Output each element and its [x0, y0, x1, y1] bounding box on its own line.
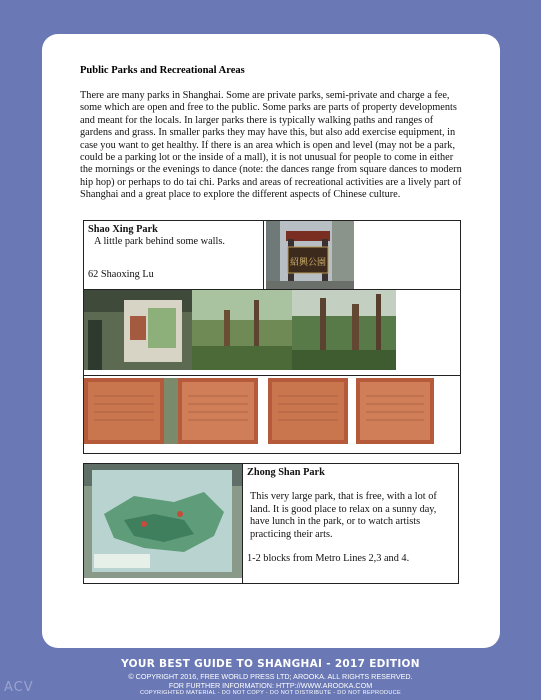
intro-paragraph: There are many parks in Shanghai. Some are private parks, semi-private and charge a fee, some which are open and free to the public. Some parks are parts of property developments and meant for the locals. In larger parks there is typically walking paths and ranges of gardens and grass. In smaller parks they may have this, but also add exercise equipment, in case you want to get healthy. If there is an area which is open and level (may not be a park, could be a parking lot or the inside of a mall), it is not unusual for people to come in either the mornings or the evenings to dance (note: the dances range from square dances to modern hip hop) or perhaps to do tai chi. Parks and areas of recreational activities are a lively part of Shanghai and a great place to explore the different aspects of Chinese culture. — [80, 90, 462, 201]
footer-info: FOR FURTHER INFORMATION: HTTP://WWW.AROOKA.COM — [168, 681, 373, 690]
shao-xing-photo-row — [84, 290, 461, 376]
zhong-shan-park-description: This very large park, that is free, with a lot of land. It is good place to relax on a sunny day, have lunch in the park, or to watch artists practicing their arts. — [250, 491, 437, 540]
section-heading: Public Parks and Recreational Areas — [80, 65, 245, 76]
footer-copyright: © COPYRIGHT 2016, FREE WORLD PRESS LTD; AROOKA. ALL RIGHTS RESERVED. — [128, 672, 413, 681]
zhong-shan-park-address: 1-2 blocks from Metro Lines 2,3 and 4. — [247, 553, 410, 565]
park-plaques-strip — [84, 376, 460, 448]
park-sign-photo — [266, 221, 354, 289]
footer-title: YOUR BEST GUIDE TO SHANGHAI - 2017 EDITION — [121, 658, 420, 670]
shao-xing-park-name: Shao Xing Park — [88, 224, 158, 235]
zhong-shan-map-cell — [84, 464, 243, 584]
watermark: ACV — [4, 680, 34, 695]
zhong-shan-info-cell — [243, 464, 459, 584]
shao-xing-park-table — [83, 220, 461, 454]
footer-notice: COPYRIGHTED MATERIAL - DO NOT COPY - DO NOT DISTRIBUTE - DO NOT REPRODUCE — [139, 690, 402, 696]
zhong-shan-park-table — [83, 463, 459, 584]
sign-text: 紹興公園 — [290, 258, 327, 268]
page-card — [42, 34, 500, 648]
shao-xing-plaques-row — [84, 376, 461, 454]
shao-xing-info-cell — [84, 221, 264, 290]
park-photos-strip — [84, 290, 460, 370]
shao-xing-park-address: 62 Shaoxing Lu — [88, 268, 154, 280]
shao-xing-sign-cell — [264, 221, 461, 290]
park-map-photo — [84, 464, 242, 578]
zhong-shan-park-name: Zhong Shan Park — [247, 467, 325, 478]
shao-xing-park-description: A little park behind some walls. — [94, 236, 225, 248]
